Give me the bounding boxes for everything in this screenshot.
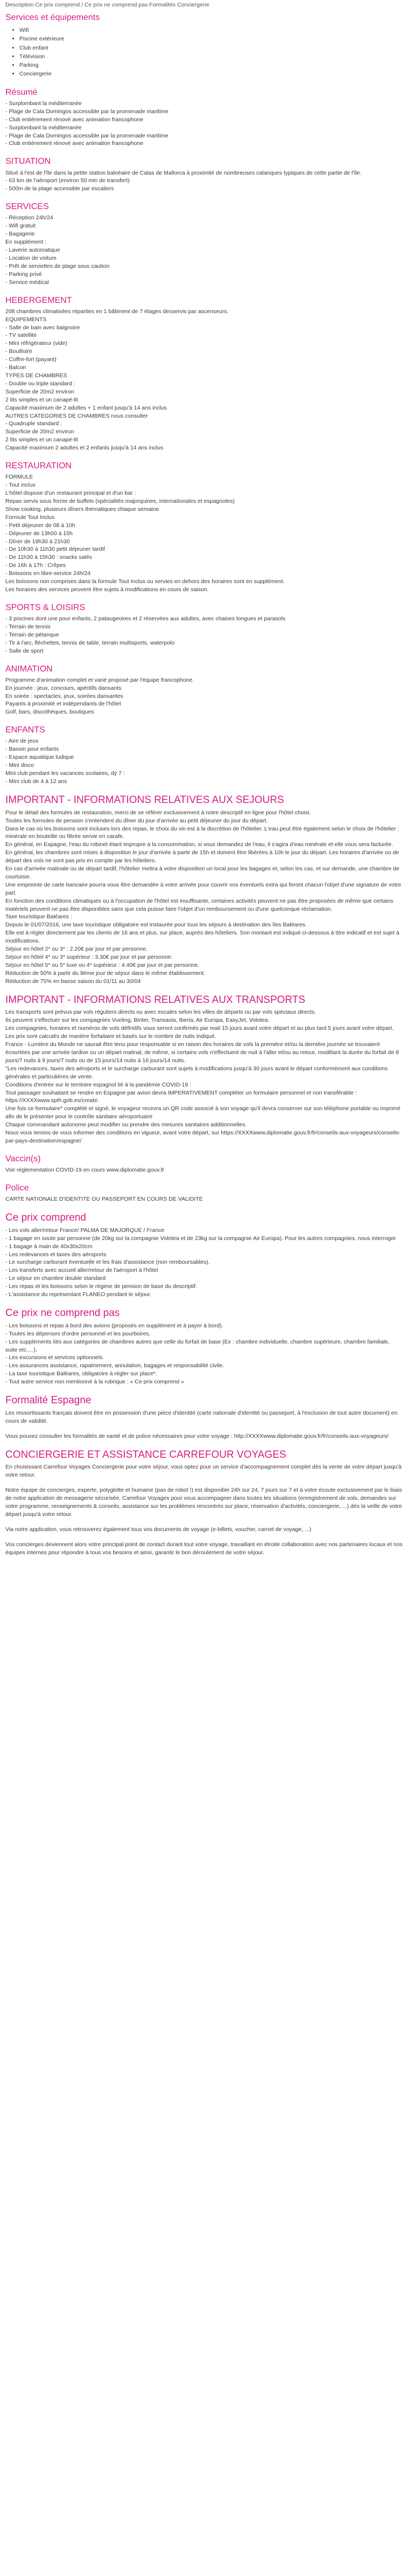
section-resume — [5, 87, 403, 148]
text-line: - 63 km de l'aéroport (environ 50 min de transfert) — [5, 177, 130, 184]
section-police — [5, 1183, 403, 1203]
text-line: Séjour en hôtel 4* ou 3* supérieur : 3.30€ par jour et par personne. — [5, 954, 173, 961]
section-vaccins — [5, 1154, 403, 1174]
text-line: - Les transferts avec accueil aller/retour de l'aéroport à l'hôtel — [5, 1267, 158, 1274]
list-item: • Télévision — [19, 52, 403, 61]
text-line: - Tout autre service non mentionné à la rubrique : « Ce prix comprend » — [5, 1379, 184, 1386]
text-line: Dans le cas où les boissons sont incluses lors des repas, le choix du vin est à la discrétion de l'hôtelier. L'eau peut être également selon le choix de l'hôtelier : minérale en bouteille ou filtrée servie en carafe. — [5, 825, 399, 840]
section-formalite — [5, 1395, 403, 1441]
section-title: IMPORTANT - INFORMATIONS RELATIVES AUX SEJOURS — [5, 794, 284, 806]
section-restauration — [5, 461, 403, 594]
text-line: - Les vols aller/retour France/ PALMA DE MAJORQUE / France — [5, 1227, 165, 1234]
text-line: Mini club pendant les vacances scolaires, dý 7 : — [5, 770, 125, 777]
section-title: Ce prix comprend — [5, 1212, 86, 1224]
section-animation — [5, 664, 403, 717]
section-comprend — [5, 1212, 403, 1299]
text-line: - Déjeuner de 13h00 à 15h — [5, 530, 73, 537]
text-line: - Tout inclus — [5, 482, 36, 489]
text-line: Chaque commandant autonome peut modifier ou prendre des mesures sanitaires additionnelles. — [5, 1121, 247, 1128]
text-line: Vos concierges deviennent alors votre principal point de contact durant tout votre voyage, travaillant en étroite collaboration avec nos partenaires locaux et nos équipes internes pour répondre à tous vos besoins et ainsi, garantir le bon déroulement de votre séjour. — [5, 1541, 403, 1556]
list-item: • Wifi — [19, 26, 403, 34]
text-line: - Réception 24h/24 — [5, 214, 53, 221]
text-line: En supplément : — [5, 239, 46, 246]
text-line: Formule Tout Inclus — [5, 514, 55, 521]
text-line: En choisissant Carrefour Voyages Conciergerie pour votre séjour, vous optez pour un service d'accompagnement complet dès la vente de votre départ jusqu'à votre retour. — [5, 1464, 402, 1479]
section-important1 — [5, 794, 403, 986]
text-line: Capacité maximum de 2 adultes + 1 enfant jusqu'à 14 ans inclus — [5, 404, 167, 411]
text-line: - Boissons en libre-service 24h/24 — [5, 570, 91, 577]
section-title: SITUATION — [5, 157, 51, 167]
paragraph-gap — [5, 1519, 403, 1526]
text-line: Capacité maximum 2 adultes et 2 enfants jusqu'à 14 ans inclus — [5, 445, 164, 452]
text-line: - 500m de la plage accessible par escaliers — [5, 185, 114, 192]
text-line: - Salle de bain avec baignoire — [5, 324, 80, 331]
text-line: - Les suppléments liés aux catégories de chambres autres que celle du forfait de base (Ex : chambre individuelle, chambre supérieure, chambre familiale, suite etc….). — [5, 1338, 390, 1353]
text-line: Les horaires des services peuvent être sujets à modifications en cours de saison. — [5, 586, 209, 593]
text-line: - Mini club de 4 à 12 ans — [5, 778, 67, 785]
list-item: • Conciergerie — [19, 70, 403, 78]
text-line: - Club entièrement rénové avec animation francophone — [5, 116, 144, 123]
text-line: - Le séjour en chambre double standard — [5, 1275, 106, 1282]
text-line: - Service médical — [5, 279, 49, 286]
text-line: - Mini réfrigérateur (vide) — [5, 340, 67, 347]
text-line: L'hôtel dispose d'un restaurant principal et d'un bar : — [5, 490, 136, 497]
text-line: Voir réglementation COVID-19 en cours www.diplomatie.gouv.fr — [5, 1167, 165, 1174]
text-line: - Double ou triple standard : — [5, 380, 75, 387]
text-line: - Les repas et les boissons selon le régime de pension de base du descriptif. — [5, 1283, 198, 1290]
text-line: - Salle de sport — [5, 647, 44, 654]
text-line: - 3 piscines dont une pour enfants, 2 pataugeoires et 2 réservées aux adultes, avec chaises longues et parasols — [5, 615, 286, 622]
list-item: • Piscine extérieure — [19, 34, 403, 43]
text-line: Nous vous tenons de vous informer des conditions en vigueur, avant votre départ, sur https://XXXXwww.diplomatie.gouv.fr/fr/conseils-aux-voyageurs/conseils-par-pays-destination/espagne/ — [5, 1130, 401, 1144]
bullet-list — [5, 26, 403, 79]
paragraph-gap — [5, 1425, 403, 1432]
text-line: Les boissons non comprises dans la formule Tout Inclus ou servies en dehors des horaires sont en supplément. — [5, 578, 285, 585]
text-line: EQUIPEMENTS — [5, 316, 47, 323]
text-line: - Les excursions et services optionnels. — [5, 1354, 104, 1361]
text-line: Golf, bars, discothèques, boutiques — [5, 709, 94, 716]
text-line: Ils peuvent s'effectuer sur les compagnies Vueling, Binter, Transavia, Iberia, Air Europa, EasyJet, Volotea. — [5, 1017, 270, 1024]
text-line: - Location de voiture — [5, 254, 57, 261]
text-line: - 1 bagage à main de 40x30x20cm — [5, 1243, 93, 1250]
section-sports — [5, 603, 403, 655]
text-line: Toutes les formules de pension s'entendent du dîner du jour d'arrivée au petit déjeuner du jour du départ. — [5, 817, 268, 824]
text-line: Superficie de 20m2 environ — [5, 428, 74, 435]
text-line: - Petit déjeuner de 08 à 10h — [5, 522, 75, 529]
text-line: Situé à l'est de l'île dans la petite station balnéaire de Calas de Mallorca à proximité de nombreuses calanques typiques de cette partie de l'île. — [5, 169, 362, 176]
text-line: Taxe touristique Baléares : — [5, 913, 72, 920]
section-title: ENFANTS — [5, 725, 45, 735]
text-line: Réduction de 75% en basse saison du 01/11 au 30/04 — [5, 978, 141, 985]
text-line: En journée : jeux, concours, apéritifs dansants — [5, 684, 122, 691]
text-line: En soirée : spectacles, jeux, soirées dansantes — [5, 693, 123, 700]
section-title: Services et équipements — [5, 12, 100, 22]
paragraph-gap — [5, 1534, 403, 1541]
text-line: - Plage de Cala Domingos accessible par la promenade maritime — [5, 108, 168, 115]
text-line: Programme d'animation complet et varié proposé par l'équipe francophone. — [5, 676, 194, 683]
section-hebergement — [5, 295, 403, 453]
text-line: En cas d'arrivée matinale ou de départ tardif, l'hôtelier mettra à votre disposition un local pour les bagages et, selon les cas, et sur demande, une chambre de courtoisie. — [5, 865, 399, 880]
content — [5, 12, 403, 1557]
text-line: Les prix sont calculés de manière forfaitaire et basés sur le nombre de nuits indiqué. — [5, 1033, 216, 1040]
text-line: - Balcon — [5, 364, 26, 371]
section-title: ANIMATION — [5, 664, 53, 674]
text-line: TYPES DE CHAMBRES — [5, 372, 67, 379]
section-title: HEBERGEMENT — [5, 295, 72, 305]
paragraph-gap — [5, 1479, 403, 1486]
text-line: - Coffre-fort (payant) — [5, 356, 57, 363]
text-line: Conditions d'entrée sur le territoire espagnol lié à la pandémie COVID-19 : — [5, 1081, 192, 1088]
text-line: AUTRES CATEGORIES DE CHAMBRES nous consulter — [5, 412, 148, 419]
text-line: - Wifi gratuit — [5, 223, 36, 230]
text-line: Via notre application, vous retrouverez également tous vos documents de voyage (e-billets, voucher, carnet de voyage, ...) — [5, 1526, 312, 1533]
text-line: - L'assistance du représentant FLANEO pendant le séjour. — [5, 1291, 152, 1298]
text-line: CARTE NATIONALE D'IDENTITE OU PASSEPORT EN COURS DE VALIDITE — [5, 1196, 203, 1203]
text-line: - Les assurances assistance, rapatriement, annulation, bagages et responsabilité civile. — [5, 1362, 224, 1369]
list-item: • Parking — [19, 61, 403, 70]
tab-breadcrumb: Description Ce prix comprend / Ce prix ne comprend pas Formalités Conciergerie — [5, 2, 209, 8]
text-line: France - Lumière du Monde ne saurait être tenu pour responsable si en raison des horaires de vols la première et/ou la dernière journée se trouvaient écourtées par une arrivée tardive ou un départ matinal, de même, si certains vols n'effectuent de nuit à l'aller et/ou au retour, modifiant la durée du forfait de 8 jours/7 nuits à 9 jours/7 nuits ou de 15 jours/14 nuits à 16 jours/14 nuits. — [5, 1041, 399, 1064]
text-line: - Parking privé — [5, 271, 42, 278]
text-line: 2 lits simples et un canapé-lit — [5, 437, 78, 444]
text-line: 2 lits simples et un canapé-lit — [5, 396, 78, 403]
text-line: En général, les chambres sont mises à disposition le jour d'arrivée à partir de 15h et doivent être libérées à 10h le jour du départ. Les horaires d'arrivée ou de départ des vols ne sont pas pris en compte par les hôteliers. — [5, 849, 399, 864]
text-line: Les transports sont prévus par vols réguliers directs ou avec escales selon les villes de départs ou par vols spéciaux directs. — [5, 1009, 316, 1016]
text-line: Tout passager souhaitant se rendre en Espagne par avion devra IMPERATIVEMENT compléter un formulaire personnel et non transférable : https://XXXXwww.spth.gob.es/create. — [5, 1089, 357, 1104]
text-line: - Quadruple standard : — [5, 420, 62, 427]
section-title: IMPORTANT - INFORMATIONS RELATIVES AUX TRANSPORTS — [5, 994, 306, 1006]
text-line: - Les redevances et taxes des aéroports — [5, 1251, 107, 1258]
text-line: - Club entièrement rénové avec animation francophone — [5, 140, 144, 147]
text-line: Réduction de 50% à partir du 9ème jour de séjour dans le même établissement. — [5, 970, 206, 977]
text-line: - Surplombant la méditerranée — [5, 124, 82, 131]
text-line: - Laverie automatique — [5, 247, 60, 254]
text-line: - 1 bagage en soute par personne (de 20kg sur la compagnie Volotea et de 23kg sur la compagnie Air Europa). Pour les autres compagnies, nous interroger — [5, 1235, 396, 1242]
section-situation — [5, 156, 403, 193]
text-line: Repas servis sous forme de buffets (spécialités majorquines, internationales et espagnoles) — [5, 497, 235, 504]
text-line: Notre équipe de concierges, experte, polyglotte et humaine (pas de robot !) est disponible 24h sur 24, 7 jours sur 7 et à votre écoute exclusivement par le biais de notre application de messagerie sécurisée, Carrefour Voyages pour vous accompagner dans toutes les situations (enregistrement de vols, demandes sur votre programme, renseignements & conseils, assistance sur les problèmes rencontrés sur place, réservation d'activités, conciergerie, ...) dès la veille de votre départ jusqu'à votre retour. — [5, 1487, 402, 1518]
text-line: - Prêt de serviettes de plage sous caution — [5, 262, 110, 269]
text-line: - Le surcharge carburant éventuelle et les frais d'assistance (non remboursables). — [5, 1259, 210, 1266]
text-line: Pour le détail des formules de restauration, merci de se référer exclusivement à notre descriptif en ligne pour l'hôtel choisi. — [5, 809, 311, 816]
text-line: Depuis le 01/07/2016, une taxe touristique obligatoire est instaurée pour tous les séjours à destination des îles Baléares. — [5, 922, 307, 929]
section-enfants — [5, 725, 403, 786]
section-services — [5, 12, 403, 79]
text-line: - Dîner de 19h30 à 21h30 — [5, 538, 70, 545]
section-title: SPORTS & LOISIRS — [5, 603, 86, 612]
text-line: - De 10h30 à 11h30 petit déjeuner tardif — [5, 546, 105, 553]
section-necomprend — [5, 1307, 403, 1386]
text-line: FORMULE — [5, 474, 33, 481]
list-item: • Club enfant — [19, 44, 403, 52]
text-line: - Terrain de tennis — [5, 623, 51, 630]
section-title: Vaccin(s) — [5, 1154, 41, 1164]
text-line: - Aire de jeux — [5, 738, 39, 745]
text-line: - Les boissons et repas à bord des avions (proposés en supplément et à payer à bord). — [5, 1322, 223, 1329]
text-line: - Surplombant la méditerranée — [5, 100, 82, 107]
text-line: - Bagagerie — [5, 231, 35, 238]
section-important2 — [5, 994, 403, 1145]
text-line: - Plage de Cala Domingos accessible par la promenade maritime — [5, 132, 168, 139]
section-services2 — [5, 202, 403, 286]
section-conciergerie — [5, 1449, 403, 1557]
text-line: - Bassin pour enfants — [5, 746, 59, 753]
section-title: RESTAURATION — [5, 461, 72, 471]
section-title: Résumé — [5, 87, 38, 97]
text-line: Vous pouvez consulter les formalités de santé et de police nécessaires pour votre voyage : http://XXXXwww.diplomatie.gouv.fr/fr/conseils-aux-voyageurs/ — [5, 1432, 389, 1439]
text-line: Elle est à régler directement par les clients de 16 ans et plus, sur place, auprès des hôteliers. Son montant est indiqué ci-dessous à titre indicatif et est sujet à modifications. — [5, 930, 399, 945]
text-line: - Espace aquatique ludique — [5, 754, 74, 761]
text-line: En général, en Espagne, l'eau du robinet étant impropre à la consommation, si vous demandez de l'eau, il s'agira d'eau minérale et elle vous sera facturée. — [5, 841, 393, 848]
text-line: Les ressortissants français doivent être en possession d'une pièce d'identité (carte nationale d'identité ou passeport, à l'exclusion de tout autre document) en cours de validité. — [5, 1409, 398, 1424]
text-line: Une empreinte de carte bancaire pourra vous être demandée à votre arrivée pour couvrir vos éventuels extra qui feront chacun l'objet d'une signature de votre part. — [5, 881, 402, 896]
text-line: - La taxe touristique Baléares, obligatoire à régler sur place*. — [5, 1370, 157, 1377]
text-line: "Les redevances, taxes des aéroports et le surcharge carburant sont sujets à modifications jusqu'à 30 jours avant le départ conformément aux conditions générales et particulières de vente. — [5, 1065, 388, 1080]
section-title: Ce prix ne comprend pas — [5, 1307, 120, 1319]
text-line: - De 16h à 17h : Crêpes — [5, 562, 66, 569]
text-line: - Bouilloire — [5, 348, 32, 355]
text-line: En fonction des conditions climatiques ou à l'occupation de l'hôtel est insuffisante, certaines activités peuvent ne pas être proposées de même que certains matériels peuvent ne pas être disponibles sans que cela puisse faire l'objet d'un remboursement ou d'une quelconque réclamation. — [5, 897, 393, 912]
section-title: Police — [5, 1183, 29, 1193]
text-line: - Toutes les dépenses d'ordre personnel et les pourboires. — [5, 1330, 151, 1337]
text-line: - TV satellite — [5, 332, 37, 339]
section-title: CONCIERGERIE ET ASSISTANCE CARREFOUR VOYAGES — [5, 1449, 286, 1460]
text-line: - Terrain de pétanque — [5, 631, 59, 638]
text-line: - De 11h30 à 15h30 : snacks salés — [5, 554, 92, 561]
section-title: Formalité Espagne — [5, 1395, 92, 1407]
text-line: Show cooking, plusieurs dîners thématiques chaque semaine — [5, 505, 159, 513]
text-line: Séjour en hôtel 2* ou 3* : 2.20€ par jour et par personne. — [5, 946, 147, 953]
text-line: Payants à proximité et indépendants de l'hôtel — [5, 701, 121, 708]
text-line: Superficie de 20m2 environ — [5, 388, 74, 395]
text-line: Une fois ce formulaire* complété et signé, le voyageur recevra un QR code associé à son voyage qu'il devra conserver sur son téléphone portable ou imprimé afin de le présenter pour le contrôle sanitaire aéroportuaire — [5, 1105, 400, 1120]
section-title: SERVICES — [5, 202, 49, 212]
text-line: 208 chambres climatisées réparties en 1 bâtiment de 7 étages desservis par ascenseurs. — [5, 308, 229, 315]
text-line: - Mini disco — [5, 762, 34, 769]
text-line: - Tir à l'arc, fléchettes, tennis de table, terrain multisports, waterpolo — [5, 639, 175, 646]
text-line: Séjour en hôtel 5* ou 5* luxe ou 4* supérieur : 4.40€ par jour et par personne. — [5, 961, 200, 968]
text-line: Les compagnies, horaires et numéros de vols définitifs vous seront confirmés par mail 15 jours avant votre départ et au plus tard 5 jours avant votre départ. — [5, 1025, 394, 1032]
